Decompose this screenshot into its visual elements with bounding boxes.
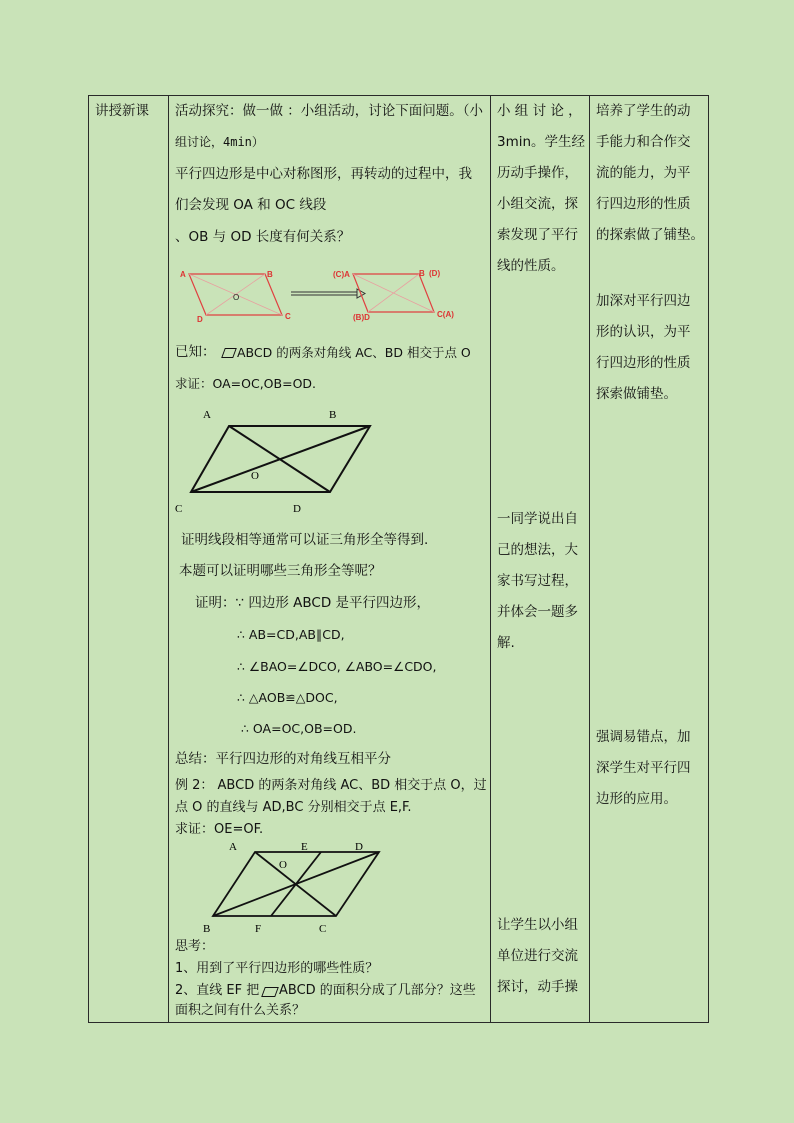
text-line: 线的性质。 [497, 258, 565, 274]
question-2-a: 2、直线 EF 把 [175, 983, 260, 998]
proof-line-3: ∴ ∠BAO=∠DCO, ∠ABO=∠CDO, [237, 659, 437, 674]
fig1-right-bp: (D) [429, 269, 441, 278]
fig2-b: B [329, 409, 337, 421]
text-line: 边形的应用。 [596, 791, 677, 807]
text-line: 小组交流，探 [497, 196, 578, 212]
fig1-left-d: D [197, 315, 203, 324]
text-line: 形的认识，为平 [596, 324, 691, 340]
intent-block-2 [596, 286, 691, 410]
prove-text: 求证：OA=OC,OB=OD. [175, 376, 317, 391]
question-2-b: ABCD 的面积分成了几部分？这些 [279, 983, 476, 998]
text-line: 深学生对平行四 [596, 760, 691, 776]
fig3-b: B [203, 923, 211, 935]
example2-line-2: 点 O 的直线与 AD,BC 分别相交于点 E,F. [175, 800, 412, 815]
text-line: 小 组 讨 论 ， [497, 103, 582, 119]
text-line: 解. [497, 635, 515, 651]
stage-label: 讲授新课 [95, 103, 149, 119]
proof-line-1: 证明：∵ 四边形 ABCD 是平行四边形， [195, 595, 431, 611]
fig3-c: C [319, 923, 327, 935]
intent-block-3 [596, 722, 691, 815]
parallelogram-symbol-icon [261, 987, 279, 997]
question-2-c: 面积之间有什么关系？ [175, 1003, 306, 1018]
fig2-c: C [175, 503, 183, 515]
text-line: 培养了学生的动 [596, 103, 691, 119]
proof-line-4: ∴ △AOB≌△DOC, [237, 690, 338, 705]
text-line: 强调易错点，加 [596, 729, 691, 745]
fig3-f: F [255, 923, 262, 935]
fig1-right-d: (B)D [353, 313, 370, 322]
fig1-left-o: O [233, 293, 240, 302]
stage-cell [89, 96, 169, 1023]
example2-line-1: 例 2： ABCD 的两条对角线 AC、BD 相交于点 O，过 [175, 778, 487, 793]
text-line: 流的能力，为平 [596, 165, 691, 181]
fig1-right-b: B [419, 269, 425, 278]
text-line: 己的想法，大 [497, 542, 578, 558]
fig3-a: A [229, 841, 237, 853]
arrow-icon [291, 289, 365, 298]
text-line: 行四边形的性质 [596, 196, 691, 212]
summary: 总结：平行四边形的对角线互相平分 [175, 751, 391, 767]
fig1-right-a: (C)A [333, 270, 350, 279]
text-line: 探讨，动手操 [497, 979, 578, 995]
proof-line-5: ∴ OA=OC,OB=OD. [241, 721, 357, 736]
text-line: 单位进行交流 [497, 948, 578, 964]
student-block-2 [497, 504, 578, 659]
text-line: 行四边形的性质 [596, 355, 691, 371]
para1-line-3: 、OB 与 OD 长度有何关系？ [175, 229, 351, 245]
fig1-left-b: B [267, 270, 273, 279]
known-label: 已知： [175, 344, 216, 360]
text-line: 探索做铺垫。 [596, 386, 677, 402]
design-intent-cell [590, 96, 709, 1023]
left-parallelogram [180, 270, 291, 324]
parallelogram-figure [175, 406, 391, 516]
text-line: 3min。学生经 [497, 134, 586, 150]
fig1-right-c: C(A) [437, 310, 454, 319]
fig3-o: O [279, 859, 287, 871]
rotation-figure [179, 264, 479, 324]
example2-figure [203, 841, 405, 946]
proof-line-2: ∴ AB=CD,AB∥CD, [237, 627, 345, 642]
para1-line-2: 们会发现 OA 和 OC 线段 [175, 197, 327, 213]
text-line: 加深对平行四边 [596, 293, 691, 309]
student-activity-cell [491, 96, 590, 1023]
para1-line-1: 平行四边形是中心对称图形，再转动的过程中，我 [175, 166, 472, 182]
lesson-table [88, 95, 709, 1023]
hint-1: 证明线段相等通常可以证三角形全等得到. [181, 532, 429, 548]
intent-block-1 [596, 96, 704, 251]
student-block-3 [497, 910, 578, 1003]
fig2-d: D [293, 503, 301, 515]
text-line: 索发现了平行 [497, 227, 578, 243]
fig1-left-a: A [180, 270, 186, 279]
fig3-e: E [301, 841, 308, 853]
fig2-o: O [251, 470, 259, 482]
text-line: 历动手操作， [497, 165, 578, 181]
example2-prove: 求证：OE=OF. [175, 822, 264, 837]
content-cell [169, 96, 491, 1023]
text-line: 让学生以小组 [497, 917, 578, 933]
text-line: 并体会一题多 [497, 604, 578, 620]
activity-line-1: 活动探究：做一做 ：小组活动，讨论下面问题。（小 [175, 103, 484, 119]
question-1: 1、用到了平行四边形的哪些性质？ [175, 961, 379, 976]
think-label: 思考： [175, 939, 215, 954]
hint-2: 本题可以证明哪些三角形全等呢？ [179, 563, 382, 579]
parallelogram-symbol-icon [221, 348, 237, 358]
fig3-d: D [355, 841, 363, 853]
fig1-left-c: C [285, 312, 291, 321]
activity-line-2: 组讨论，4min） [175, 135, 264, 149]
student-block-1 [497, 96, 585, 282]
known-text: ABCD 的两条对角线 AC、BD 相交于点 O [237, 345, 471, 360]
text-line: 家书写过程， [497, 573, 578, 589]
text-line: 一同学说出自 [497, 511, 578, 527]
fig2-a: A [203, 409, 211, 421]
text-line: 手能力和合作交 [596, 134, 691, 150]
text-line: 的探索做了铺垫。 [596, 227, 704, 243]
